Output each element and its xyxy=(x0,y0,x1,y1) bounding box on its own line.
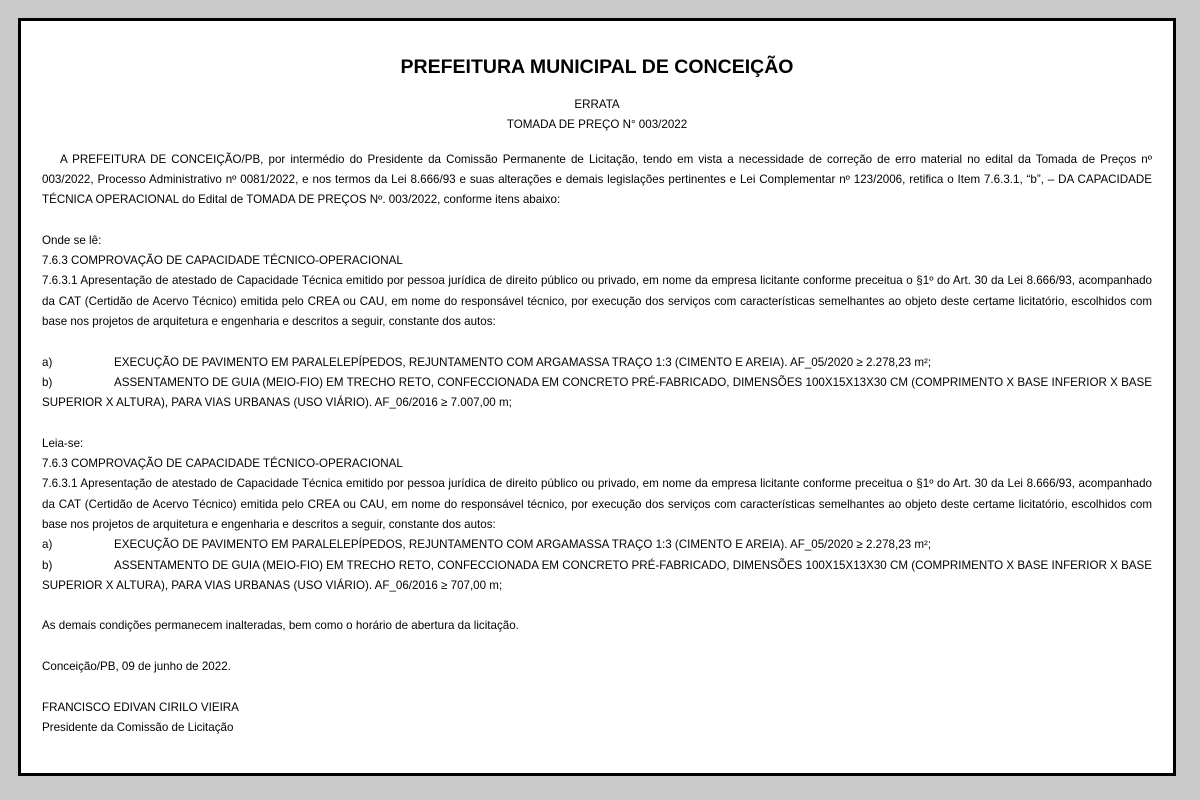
onde-se-le-heading: 7.6.3 COMPROVAÇÃO DE CAPACIDADE TÉCNICO-OPERACIONAL xyxy=(42,254,403,268)
spacer xyxy=(42,332,1152,352)
leia-se-paragraph: 7.6.3.1 Apresentação de atestado de Capacidade Técnica emitido por pessoa jurídica de direito público ou privado, em nome da empresa licitante conforme preceitua o §1º do Art. 30 da Lei 8.666/93, acompanhado da CAT (Certidão de Acervo Técnico) emitida pelo CREA ou CAU, em nome do responsável técnico, por execução dos serviços com características semelhantes ao objeto deste certame licitatório, escolhidos com base nos projetos de arquitetura e engenharia e descritos a seguir, constante dos autos: xyxy=(42,477,1152,531)
document-frame xyxy=(18,18,1176,776)
item-letter: a) xyxy=(42,538,53,552)
signer-role: Presidente da Comissão de Licitação xyxy=(42,720,234,734)
document-content xyxy=(42,51,1152,738)
closing-paragraph: As demais condições permanecem inalteradas, bem como o horário de abertura da licitação. xyxy=(42,619,519,633)
document-title: PREFEITURA MUNICIPAL DE CONCEIÇÃO xyxy=(400,56,794,78)
errata-label: ERRATA xyxy=(574,98,620,111)
onde-se-le-item-a xyxy=(42,353,1152,373)
leia-se-label: Leia-se: xyxy=(42,436,84,450)
place-date: Conceição/PB, 09 de junho de 2022. xyxy=(42,660,231,674)
spacer xyxy=(42,210,1152,230)
item-text: EXECUÇÃO DE PAVIMENTO EM PARALELEPÍPEDOS, REJUNTAMENTO COM ARGAMASSA TRAÇO 1:3 (CIMENTO E AREIA). AF_05/2020 ≥ 2.278,23 m²; xyxy=(114,355,932,369)
leia-se-heading: 7.6.3 COMPROVAÇÃO DE CAPACIDADE TÉCNICO-OPERACIONAL xyxy=(42,457,403,471)
intro-paragraph: A PREFEITURA DE CONCEIÇÃO/PB, por intermédio do Presidente da Comissão Permanente de Licitação, tendo em vista a necessidade de correção de erro material no edital da Tomada de Preços nº 003/2022, Processo Administrativo nº 0081/2022, e nos termos da Lei 8.666/93 e suas alterações e demais legislações pertinentes e Lei Complementar nº 123/2006, retifica o Item 7.6.3.1, “b”, – DA CAPACIDADE TÉCNICA OPERACIONAL do Edital de TOMADA DE PREÇOS Nº. 003/2022, conforme itens abaixo: xyxy=(42,152,1152,207)
spacer xyxy=(42,413,1152,433)
item-letter: a) xyxy=(42,355,53,369)
item-text: ASSENTAMENTO DE GUIA (MEIO-FIO) EM TRECHO RETO, CONFECCIONADA EM CONCRETO PRÉ-FABRICADO, DIMENSÕES 100X15X13X30 CM (COMPRIMENTO X BASE INFERIOR X BASE SUPERIOR X ALTURA), PARA VIAS URBANAS (USO VIÁRIO). AF_06/2016 ≥ 7.007,00 m; xyxy=(42,375,1152,410)
leia-se-item-b xyxy=(42,556,1152,597)
spacer xyxy=(42,677,1152,697)
item-letter: b) xyxy=(42,375,53,389)
onde-se-le-paragraph: 7.6.3.1 Apresentação de atestado de Capacidade Técnica emitido por pessoa jurídica de direito público ou privado, em nome da empresa licitante conforme preceitua o §1º do Art. 30 da Lei 8.666/93, acompanhado da CAT (Certidão de Acervo Técnico) emitida pelo CREA ou CAU, em nome do responsável técnico, por execução dos serviços com características semelhantes ao objeto deste certame licitatório, escolhidos com base nos projetos de arquitetura e engenharia e descritos a seguir, constante dos autos: xyxy=(42,274,1152,328)
onde-se-le-label: Onde se lê: xyxy=(42,233,102,247)
signer-name: FRANCISCO EDIVAN CIRILO VIEIRA xyxy=(42,700,239,714)
spacer xyxy=(42,637,1152,657)
item-text: ASSENTAMENTO DE GUIA (MEIO-FIO) EM TRECHO RETO, CONFECCIONADA EM CONCRETO PRÉ-FABRICADO, DIMENSÕES 100X15X13X30 CM (COMPRIMENTO X BASE INFERIOR X BASE SUPERIOR X ALTURA), PARA VIAS URBANAS (USO VIÁRIO). AF_06/2016 ≥ 707,00 m; xyxy=(42,558,1152,592)
leia-se-item-a xyxy=(42,535,1152,555)
item-letter: b) xyxy=(42,558,53,572)
document-subtitle: TOMADA DE PREÇO N° 003/2022 xyxy=(506,118,688,132)
item-text: EXECUÇÃO DE PAVIMENTO EM PARALELEPÍPEDOS, REJUNTAMENTO COM ARGAMASSA TRAÇO 1:3 (CIMENTO E AREIA). AF_05/2020 ≥ 2.278,23 m²; xyxy=(114,538,932,552)
spacer xyxy=(42,596,1152,616)
onde-se-le-item-b xyxy=(42,373,1152,414)
